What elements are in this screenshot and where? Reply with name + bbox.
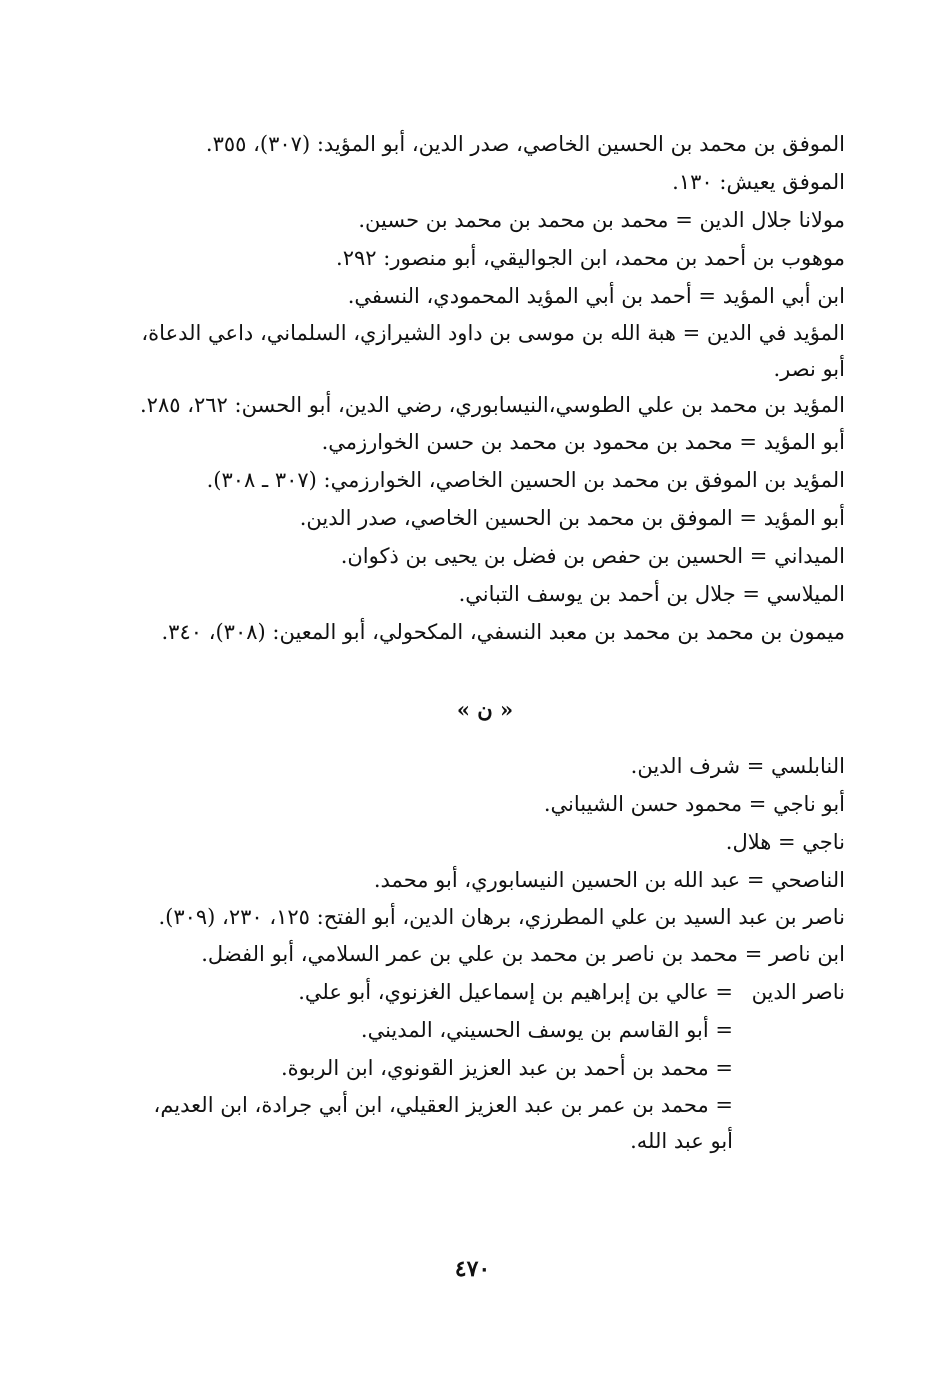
index-content bbox=[125, 125, 845, 1159]
index-entry: المؤيد في الدين = هبة الله بن موسى بن داود الشيرازي، السلماني، داعي الدعاة، أبو نصر. bbox=[141, 321, 845, 381]
naser-aldin-item: = محمد بن أحمد بن عبد العزيز القونوي، ابن الربوة. bbox=[280, 1056, 733, 1080]
index-entry: ميمون بن محمد بن محمد بن معبد النسفي، المكحولي، أبو المعين: (٣٠٨)، ٣٤٠. bbox=[161, 620, 845, 644]
naser-aldin-list bbox=[125, 973, 733, 1159]
index-entry: النابلسي = شرف الدين. bbox=[630, 754, 845, 778]
index-entry: الناصحي = عبد الله بن الحسين النيسابوري، أبو محمد. bbox=[373, 868, 845, 892]
index-entry: ناجي = هلال. bbox=[725, 830, 845, 854]
naser-aldin-row bbox=[125, 973, 845, 1159]
index-entry: مولانا جلال الدين = محمد بن محمد بن محمد بن حسين. bbox=[358, 208, 845, 232]
section-heading-nun: « ن » bbox=[456, 697, 514, 722]
index-entry: المؤيد بن الموفق بن محمد بن الحسين الخاصي، الخوارزمي: (٣٠٧ ـ ٣٠٨). bbox=[206, 468, 845, 492]
naser-aldin-head: ناصر الدين bbox=[751, 980, 845, 1004]
index-entry: موهوب بن أحمد بن محمد، ابن الجواليقي، أبو منصور: ٢٩٢. bbox=[336, 246, 845, 270]
index-entry: الموفق يعيش: ١٣٠. bbox=[672, 170, 845, 194]
index-entry: أبو المؤيد = الموفق بن محمد بن الحسين الخاصي، صدر الدين. bbox=[299, 506, 845, 530]
index-entry: الميداني = الحسين بن حفص بن فضل بن يحيى بن ذكوان. bbox=[340, 544, 845, 568]
index-entry: ناصر بن عبد السيد بن علي المطرزي، برهان الدين، أبو الفتح: ١٢٥، ٢٣٠، (٣٠٩). bbox=[158, 905, 845, 929]
index-entry: الميلاسي = جلال بن أحمد بن يوسف التباني. bbox=[458, 582, 845, 606]
index-entry: أبو ناجي = محمود حسن الشيباني. bbox=[543, 792, 845, 816]
page-number: ٤٧٠ bbox=[454, 1256, 491, 1282]
index-entry: أبو المؤيد = محمد بن محمود بن محمد بن حسن الخوارزمي. bbox=[321, 430, 845, 454]
index-entry: الموفق بن محمد بن الحسين الخاصي، صدر الدين، أبو المؤيد: (٣٠٧)، ٣٥٥. bbox=[205, 132, 845, 156]
index-entry: ابن أبي المؤيد = أحمد بن أبي المؤيد المحمودي، النسفي. bbox=[347, 284, 845, 308]
naser-aldin-item: = عالي بن إبراهيم بن إسماعيل الغزنوي، أبو علي. bbox=[298, 980, 733, 1004]
naser-aldin-item: = أبو القاسم بن يوسف الحسيني، المديني. bbox=[360, 1018, 733, 1042]
index-entry: ابن ناصر = محمد بن ناصر بن محمد بن علي بن عمر السلامي، أبو الفضل. bbox=[201, 942, 845, 966]
index-entry: المؤيد بن محمد بن علي الطوسي،النيسابوري، رضي الدين، أبو الحسن: ٢٦٢، ٢٨٥. bbox=[139, 393, 845, 417]
naser-aldin-item: = محمد بن عمر بن عبد العزيز العقيلي، ابن أبي جرادة، ابن العديم، أبو عبد الله. bbox=[153, 1093, 733, 1153]
naser-aldin-entry bbox=[125, 973, 845, 1159]
